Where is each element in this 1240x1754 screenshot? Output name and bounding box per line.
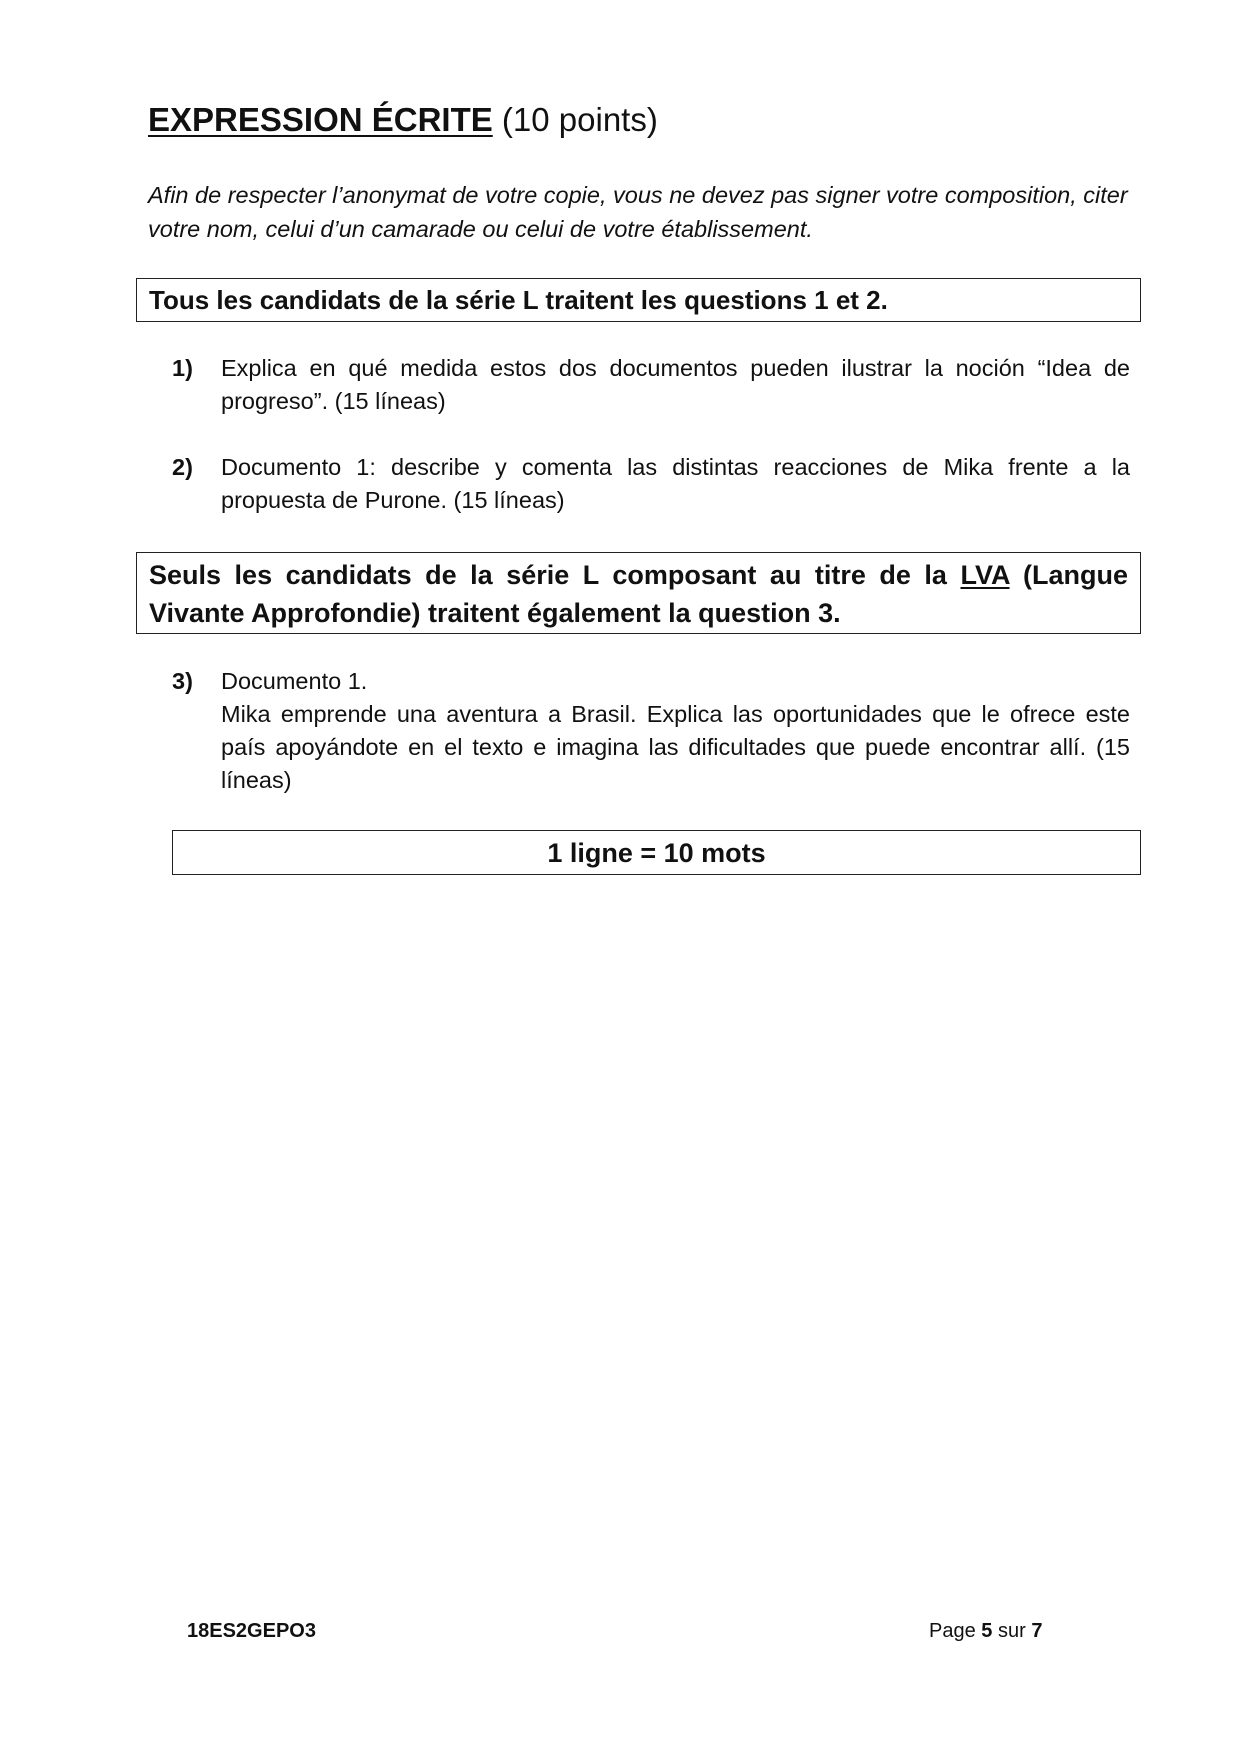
question-2-number: 2) <box>172 454 193 480</box>
question-1-text: Explica en qué medida estos dos documentos pueden ilustrar la noción “Idea de progreso”. (15 líneas) <box>221 355 1130 414</box>
page-number <box>929 1618 1042 1644</box>
page-separator: sur <box>997 1620 1026 1642</box>
question-3-heading: Documento 1. <box>221 668 368 694</box>
all-candidates-box: Tous les candidats de la série L traitent les questions 1 et 2. <box>136 278 1141 322</box>
lva-box-text-after: (Langue Vivante Approfondie) traitent également la question 3. <box>149 560 1128 628</box>
question-2-text: Documento 1: describe y comenta las distintas reacciones de Mika frente a la propuesta de Purone. (15 líneas) <box>221 454 1130 513</box>
page-current: 5 <box>981 1620 993 1642</box>
page-total: 7 <box>1031 1620 1043 1642</box>
section-title-main: EXPRESSION ÉCRITE <box>148 101 493 138</box>
lva-candidates-box <box>136 552 1141 634</box>
question-2 <box>172 451 1130 517</box>
lva-box-text-before: Seuls les candidats de la série L composant au titre de la <box>149 560 961 590</box>
line-word-ratio-box: 1 ligne = 10 mots <box>172 830 1141 875</box>
question-3-text: Mika emprende una aventura a Brasil. Explica las oportunidades que le ofrece este país apoyándote en el texto e imagina las dificultades que puede encontrar allí. (15 líneas) <box>221 701 1130 793</box>
question-3-body <box>221 665 1130 797</box>
question-1-number: 1) <box>172 355 193 381</box>
anonymity-instructions: Afin de respecter l’anonymat de votre copie, vous ne devez pas signer votre composition, citer votre nom, celui d’un camarade ou celui de votre établissement. <box>148 182 1128 242</box>
question-1 <box>172 352 1130 418</box>
section-title <box>148 100 658 140</box>
lva-abbreviation: LVA <box>960 560 1010 590</box>
question-3-number: 3) <box>172 668 193 694</box>
question-3 <box>172 665 1130 797</box>
exam-code: 18ES2GEPO3 <box>187 1620 316 1642</box>
section-title-points: (10 points) <box>501 101 658 138</box>
page-label: Page <box>929 1620 976 1642</box>
